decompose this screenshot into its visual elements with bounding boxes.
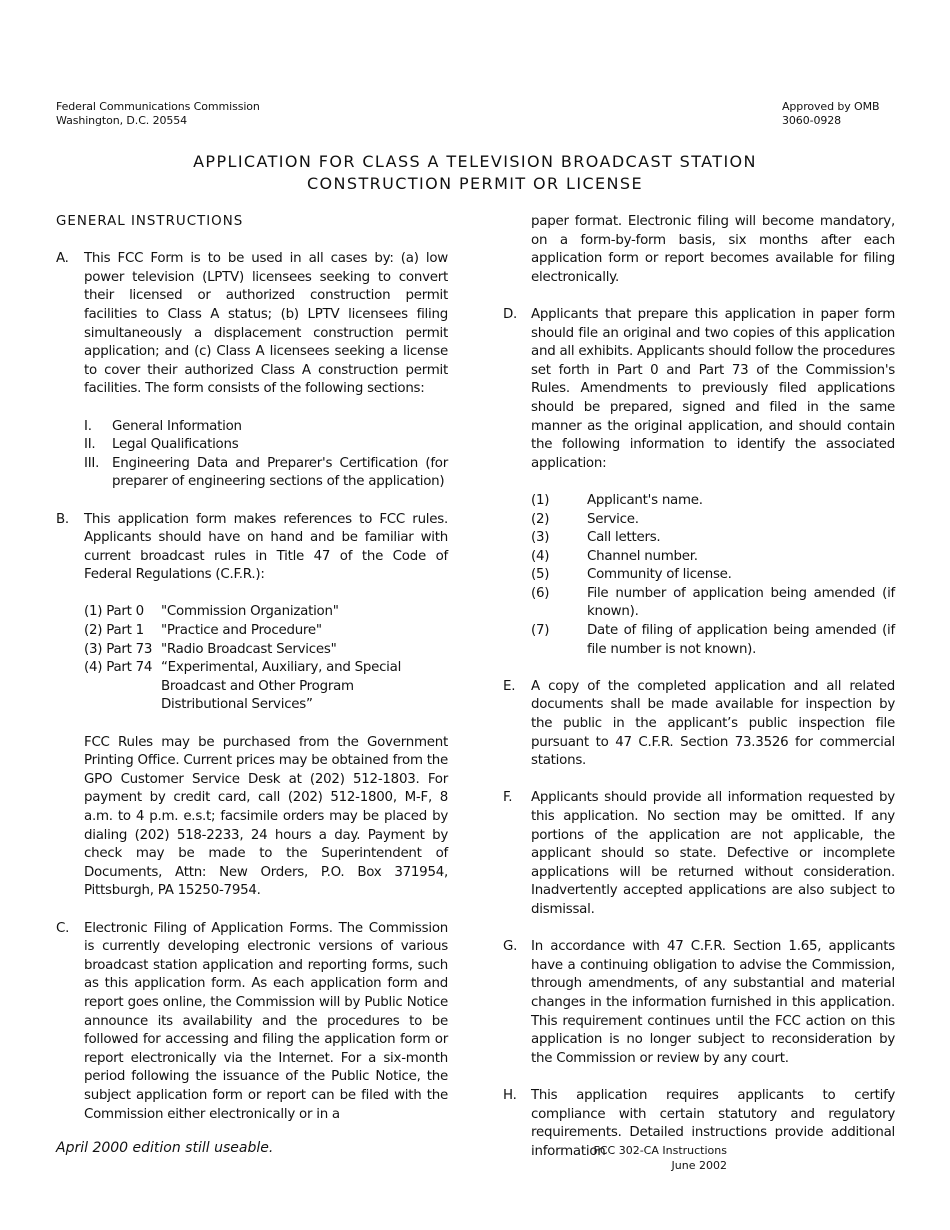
instruction-b bbox=[56, 511, 448, 901]
left-column bbox=[56, 213, 448, 1143]
instruction-text: A copy of the completed application and all related documents shall be made available for inspection by the public in the applicant’s public inspection file pursuant to 47 C.F.R. Section 73.3526 for commercial stations. bbox=[531, 678, 895, 769]
agency-address: Washington, D.C. 20554 bbox=[56, 114, 188, 127]
title-line-2: CONSTRUCTION PERMIT OR LICENSE bbox=[306, 174, 643, 193]
list-item: (4) Part 74 “Experimental, Auxiliary, and Special Broadcast and Other Program Distributional Services” bbox=[84, 660, 402, 713]
instruction-label: H. bbox=[503, 1087, 517, 1103]
list-item: III. Engineering Data and Preparer's Certification (for preparer of engineering sections of the application) bbox=[84, 455, 448, 490]
instruction-text: In accordance with 47 C.F.R. Section 1.65, applicants have a continuing obligation to advise the Commission, through amendments, of any substantial and material changes in the information furnished in this application. This requirement continues until the FCC action on this application is no longer subject to reconsideration by the Commission or review by any court. bbox=[531, 939, 895, 1066]
rule-parts-list bbox=[84, 603, 448, 715]
edition-note: April 2000 edition still useable. bbox=[56, 1140, 274, 1156]
instruction-label: C. bbox=[56, 920, 70, 936]
section-list bbox=[84, 418, 448, 492]
instruction-label: A. bbox=[56, 251, 69, 267]
form-date: June 2002 bbox=[671, 1159, 727, 1172]
list-item: II. Legal Qualifications bbox=[84, 437, 239, 453]
omb-approval: Approved by OMB bbox=[782, 100, 880, 113]
instruction-text: This application form makes references to FCC rules. Applicants should have on hand and be familiar with current broadcast rules in Title 47 of the Code of Federal Regulations (C.F.R.): bbox=[84, 511, 448, 583]
list-item: (6) File number of application being amended (if known). bbox=[531, 585, 895, 620]
instruction-label: E. bbox=[503, 678, 516, 694]
instruction-c bbox=[56, 920, 448, 1125]
instruction-d bbox=[503, 306, 895, 659]
form-footer bbox=[540, 1143, 727, 1173]
omb-number: 3060-0928 bbox=[782, 114, 842, 127]
instruction-c-continued bbox=[503, 213, 895, 287]
instruction-a bbox=[56, 250, 448, 492]
instruction-e bbox=[503, 678, 895, 771]
form-instructions-id: FCC 302-CA Instructions bbox=[593, 1144, 727, 1157]
page-title bbox=[0, 151, 950, 195]
instruction-label: D. bbox=[503, 306, 518, 322]
title-line-1: APPLICATION FOR CLASS A TELEVISION BROADCAST STATION bbox=[193, 152, 757, 171]
instruction-text: This application requires applicants to certify compliance with certain statutory and regulatory requirements. Detailed instructions provide additional information bbox=[531, 1087, 895, 1159]
list-item: (1) Part 0 "Commission Organization" bbox=[84, 604, 339, 620]
instruction-text: Applicants that prepare this application in paper form should file an original and two copies of this application and all exhibits. Applicants should follow the procedures set forth in Part 0 and Part 73 of the Commission's Rules. Amendments to previously filed applications should be prepared, signed and filed in the same manner as the original application, and should contain the following information to identify the associated application: bbox=[531, 306, 895, 471]
list-item: (7) Date of filing of application being amended (if file number is not known). bbox=[531, 623, 895, 657]
instruction-text-purchase: FCC Rules may be purchased from the Government Printing Office. Current prices may be obtained from the GPO Customer Service Desk at (202) 512-1803. For payment by credit card, call (202) 512-1800, M-F, 8 a.m. to 4 p.m. e.s.t; facsimile orders may be placed by dialing (202) 518-2233, 24 hours a day. Payment by check may be made to the Superintendent of Documents, Attn: New Orders, P.O. Box 371954, Pittsburgh, PA 15250-7954. bbox=[84, 734, 448, 899]
instruction-label: F. bbox=[503, 790, 513, 806]
identification-list bbox=[531, 492, 895, 659]
right-column bbox=[503, 213, 895, 1180]
agency-header bbox=[56, 100, 260, 128]
list-item: (1) Applicant's name. bbox=[531, 492, 703, 508]
list-item: (3) Call letters. bbox=[531, 530, 661, 546]
instruction-g bbox=[503, 938, 895, 1068]
list-item: (3) Part 73 "Radio Broadcast Services" bbox=[84, 641, 337, 657]
instruction-text: paper format. Electronic filing will become mandatory, on a form-by-form basis, six months after each application form or report becomes available for filing electronically. bbox=[531, 214, 895, 285]
list-item: (2) Service. bbox=[531, 511, 639, 527]
instruction-text: Applicants should provide all information requested by this application. No section may be omitted. If any portions of the application are not applicable, the applicant should so state. Defective or incomplete applications will be returned without consideration. Inadvertently accepted applications are also subject to dismissal. bbox=[531, 790, 895, 917]
instruction-label: B. bbox=[56, 511, 69, 527]
instruction-text: This FCC Form is to be used in all cases by: (a) low power television (LPTV) licensees seeking to convert their licensed or authorized construction permit facilities to Class A status; (b) LPTV licensees filing simultaneously a displacement construction permit application; and (c) Class A licensees seeking a license to cover their authorized Class A construction permit facilities. The form consists of the following sections: bbox=[84, 251, 448, 397]
omb-header bbox=[782, 100, 879, 128]
agency-name: Federal Communications Commission bbox=[56, 100, 260, 113]
section-heading: GENERAL INSTRUCTIONS bbox=[56, 214, 244, 229]
instruction-label: G. bbox=[503, 939, 518, 955]
instruction-f bbox=[503, 789, 895, 919]
instruction-text: Electronic Filing of Application Forms. The Commission is currently developing electronic versions of various broadcast station application and reporting forms, such as this application form. As each application form and report goes online, the Commission will by Public Notice announce its availability and the procedures to be followed for accessing and filing the application form or report electronically via the Internet. For a six-month period following the issuance of the Public Notice, the subject application form or report can be filed with the Commission either electronically or in a bbox=[84, 920, 448, 1122]
list-item: (2) Part 1 "Practice and Procedure" bbox=[84, 623, 322, 639]
list-item: (4) Channel number. bbox=[531, 548, 698, 564]
list-item: (5) Community of license. bbox=[531, 567, 732, 583]
list-item: I. General Information bbox=[84, 418, 242, 434]
